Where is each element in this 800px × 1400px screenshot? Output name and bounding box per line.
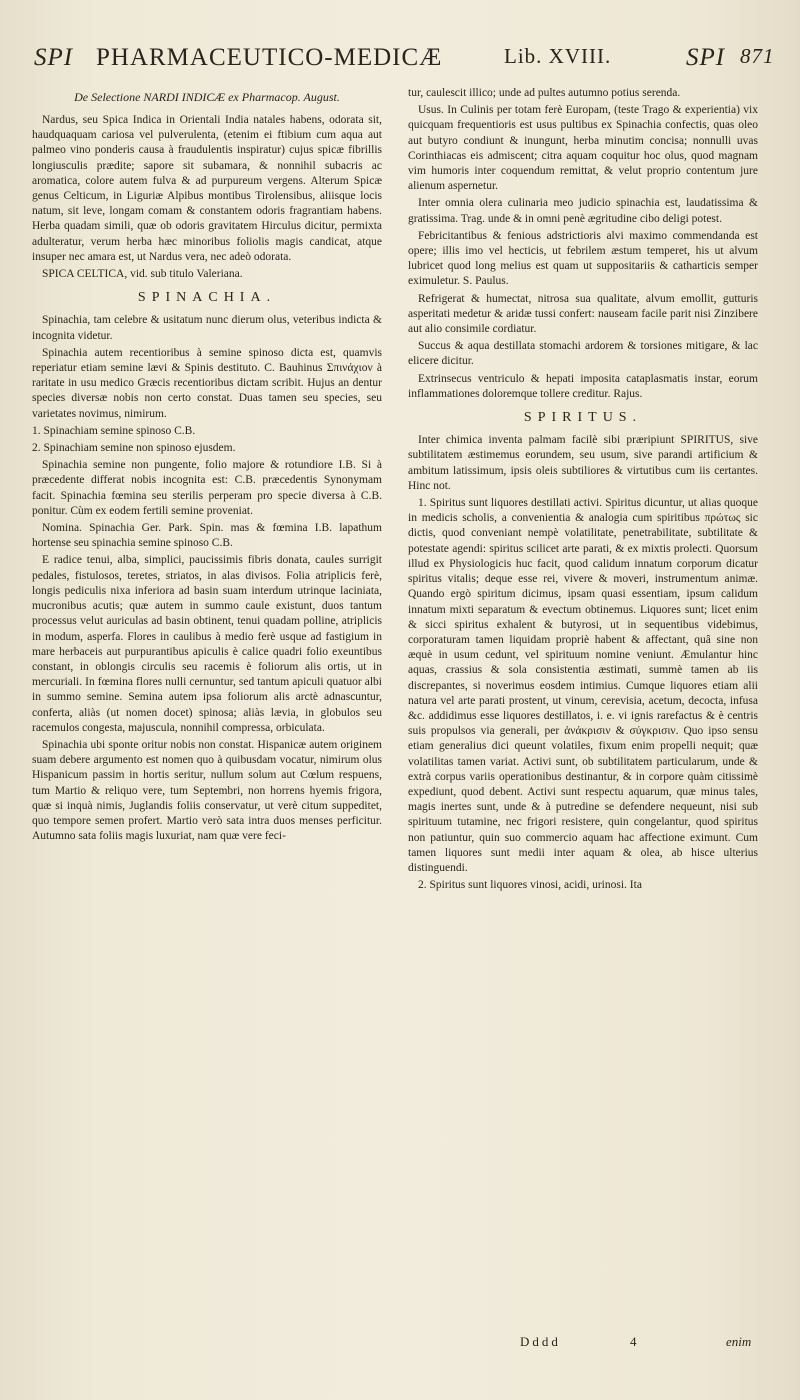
left-column (32, 84, 382, 1344)
section-title: De Selectione NARDI INDICÆ ex Pharmacop. August. (74, 90, 340, 104)
paragraph: Usus. In Culinis per totam ferè Europam, (teste Trago & experientia) vix quicquam frequentioris est usus pultibus ex Spinachia confectis, quas oleo aut butyro condiunt & inungunt, herba minutim concisa; nonnulli uvas Corinthiacas eis admiscent; citra aquam coquitur hoc olus, quod magnam vim humoris inter coquendum remittat, & velut proprio contentum jure alienum aspernetur. (408, 104, 758, 193)
catchword: enim (726, 1334, 752, 1349)
signature-mark: Dddd (520, 1334, 561, 1349)
paragraph: Refrigerat & humectat, nitrosa sua qualitate, alvum emollit, gutturis asperitati medetur & aridæ tussi confert: nauseam facile parit nisi Zinzibere aut alio consimile cordiatur. (408, 292, 758, 336)
page-footer (480, 1334, 780, 1354)
nardus-paragraph: Nardus, seu Spica Indica in Orientali India natales habens, odorata sit, haudquaquam cariosa vel pulverulenta, (etenim ei ftibium cum aqua aut palmeo vino ponderis causa à fraudulentis inspiratur) cujus spicæ fibrillis longiusculis prædite; sapore sit subamara, & nonnihil subacris ac aromatica, colore autem fulva & ad purpureum vergens. Alterum Spicæ genus Celticum, in Liguriæ Alpibus montibus Tirolensibus, aliisque locis natum, sit leve, longam comam & constantem odoris fragrantiam habens. Herba quadam simili, quæ ob odoris gravitatem Hirculus dicitur, permixta adulteratur, verum herba hæc minoribus foliolis magis candicat, atque insuper nec amara est, ut Nardus vera, nec adeò odorata. (32, 114, 382, 263)
paragraph: 2. Spiritus sunt liquores vinosi, acidi, urinosi. Ita (418, 879, 642, 892)
paragraph: Febricitantibus & fenious adstrictioris alvi maximo commendanda est opere; illis imo vel hecticis, ut febrilem æstum temperet, his ut alvum lubricet quod long melius est quam ut suppositariis & catharticis semper eximuletur. S. Paulus. (408, 229, 758, 288)
paragraph: Extrinsecus ventriculo & hepati imposita cataplasmatis instar, eorum inflammationes doloremque tollere creditur. Rajus. (408, 372, 758, 400)
paragraph: Nomina. Spinachia Ger. Park. Spin. mas & fœmina I.B. lapathum hortense seu spinachia semine spinoso C.B. (32, 522, 382, 550)
header-right: SPI (686, 44, 726, 71)
paragraph: Spinachia semine non pungente, folio majore & rotundiore I.B. Si à præcedente differat nobis incognita est: C.B. præcedentis Synonymam facit. Spinachia fœmina seu sterilis perperam pro specie diversa à C.B. ponitur. Cùm ex eodem fertili semine proveniat. (32, 459, 382, 517)
paragraph: Spinachia, tam celebre & usitatum nunc dierum olus, veteribus indicta & incognita videtur. (32, 314, 382, 342)
list-item: 1. Spinachiam semine spinoso C.B. (32, 424, 196, 437)
list-item: 2. Spinachiam semine non spinoso ejusdem. (32, 442, 236, 455)
right-column (408, 86, 758, 1346)
spica-reference: SPICA CELTICA, vid. sub titulo Valeriana. (42, 268, 243, 281)
paragraph: Spinachia ubi sponte oritur nobis non constat. Hispanicæ autem originem suam debere argumento est nomen quo à quibusdam vocatur, nimirum olus Hispanicum passim in hortis seritur, nullum solum aut Cœlum respuens, tum Martio & reliquo vere, tum Septembri, non horrens hyemis frigora, quæ si inquà nimis, Juglandis foliis conservatur, ut verè citum suppeditet, quo tempore semen profert. Martio verò sata intra duos menses perficitur. Autumno sata foliis magis luxuriat, nam quæ vere feci- (32, 738, 382, 843)
paragraph: Succus & aqua destillata stomachi ardorem & torsiones mitigare, & lac elicere dicitur. (408, 340, 758, 368)
spiritus-heading: SPIRITUS. (523, 410, 643, 426)
running-header (34, 44, 774, 84)
signature-number: 4 (630, 1334, 637, 1349)
paragraph: E radice tenui, alba, simplici, paucissimis fibris donata, caules surrigit pedales, fistulosos, teretes, striatos, in alas divisos. Folia atriplicis ferè, longis pediculis nixa inferiora ad basin suam interdum utrinque laciniata, mucronibus acutis; quæ autem in summo caule existunt, duos tantum processus velut auriculas ad basin obtinent, tenui quadam polline, atriplicis in modum, asperfa. Flores in caulibus à medio ferè usque ad fastigium in mare herbaceis aut purpurantibus apiculis è calice quadri folio exeuntibus constant, in oblongis circulis seu racemis è foliorum alis ortis, ut in mercuriali. In fœmina flores nulli cernuntur, sed tantum apiculi quatuor albi in summo semine. Semina autem ipsa foliorum alis arctè adnascuntur, conferta, aliàs (ut nomen docet) spinosa; aliàs lævia, in globulos seu racemulos congesta, majuscula, nonnihil compressa, orbiculata. (32, 554, 382, 734)
paragraph: tur, caulescit illico; unde ad pultes autumno potius serenda. (408, 87, 681, 99)
paragraph: Spinachia autem recentioribus à semine spinoso dicta est, quamvis reperiatur etiam semine lævi & Spinis destituto. C. Bauhinus Σπινάχιον à raritate in usu medico Græcis recentioribus dictam scribit. Hujus an dentur species diversæ nobis non certo constat. Duas tamen seu species, seu varietates novimus, nimirum. (32, 346, 382, 420)
spinachia-heading: SPINACHIA. (137, 290, 277, 306)
paragraph: Inter chimica inventa palmam facilè sibi præripiunt SPIRITUS, sive subtilitatem æstimemus eorundem, seu usum, sive parandi artificium & ambitum latissimum, ipsis oleis subtiliores & virtutibus cum iis certantes. Hinc not. (408, 434, 758, 492)
paragraph: 1. Spiritus sunt liquores destillati activi. Spiritus dicuntur, ut alias quoque in medicis scholis, a convenientia & analogia cum spiritibus πρώτως sic dictis, quod conveniant nempè volatilitate, penetrabilitate, subtilitate & potestate agendi: spiritus scilicet arte parati, & ex mixtis prolecti. Quorsum illud ex Physiologicis huc facit, quod calidum innatum corporum dicatur spiritus vitalis; deque esse rei, vivere & moveri, instrumentum animæ. Quando ergò spiritum dicimus, ipsam quasi essentiam, ipsum calidum innatum mixti separatum & evectum obtinemus. Liquores sunt; licet enim & sicci spiritus exhalent & butyrosi, ut in sequentibus videbimus, corporaturam tamen liquidam propriè habent & affectant, quâ sine non æquè in usum cedunt, vel spirituum nomine veniunt. Æmulantur hinc aquas, crassius & sola consistentia æstimati, summè tamen ab iis discrepantes, si noverimus eosdem intimius. Cumque liquores etiam alii natura vel arte parati prostent, ut vinum, cerevisia, acetum, decocta, infusa &c. addidimus esse liquores destillatos, i. e. vi ignis rarefactus & è centris suis propulsos via generali, per ἀνάκρισιν & σύγκρισιν. Quo ipso sensu etiam generalius dici queunt volatiles, fixum enim propelli nequit; quæ volatilitas tamen variat. Activi sunt, ob subtilitatem particularum, unde & extrà corpus variis operationibus destinantur, & in corpore quàm citissimè expediunt, quod debent. Activi sunt respectu aquarum, quæ minus tales, magis inertes sunt, unde & à putredine se defendere nequeunt, nisi sub spirituum tutamine, nec frigori resistere, quin congelantur, quod spiritus non patiuntur, quin suo commercio aquam hac affectione eximunt. Cum tamen liquores sunt medii inter aquam & olea, ab hisce ulterius distinguendi. (408, 497, 758, 874)
header-book: Lib. XVIII. (504, 44, 612, 68)
header-title: PHARMACEUTICO-MEDICÆ (96, 44, 443, 71)
page-number: 871 (740, 44, 775, 68)
header-left: SPI (34, 44, 74, 71)
paragraph: Inter omnia olera culinaria meo judicio spinachia est, laudatissima & gratissima. Trag. unde & in omni penè ægritudine cibo deligi potest. (408, 197, 758, 225)
